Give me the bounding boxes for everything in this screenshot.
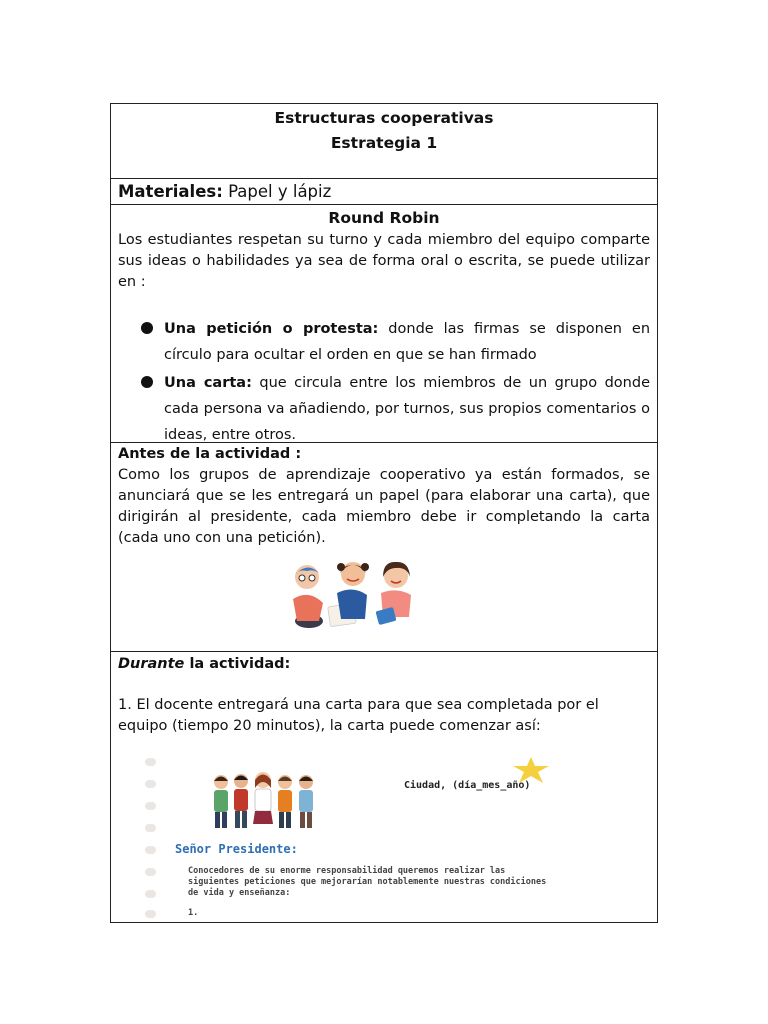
- during-heading-emphasis: Durante: [118, 656, 185, 672]
- round-robin-intro: Los estudiantes respetan su turno y cada miembro del equipo comparte sus ideas o habilidades ya sea de forma oral o escrita, se puede utilizar en :: [118, 232, 650, 290]
- round-robin-title: Round Robin: [328, 209, 440, 227]
- during-heading-rest: la actividad:: [184, 656, 291, 672]
- bullet-dot-icon: [141, 322, 153, 334]
- letter-first-item: 1.: [188, 908, 199, 918]
- round-robin-bullet-list: [141, 316, 650, 448]
- children-working-illustration: [279, 559, 423, 633]
- bullet-dot-icon: [141, 376, 153, 388]
- letter-body: Conocedores de su enorme responsabilidad queremos realizar las siguientes peticiones que mejorarían notablemente nuestras condiciones de vida y enseñanza:: [188, 866, 547, 898]
- document-title: Estructuras cooperativas: [274, 109, 494, 127]
- materials-value: Papel y lápiz: [222, 182, 332, 201]
- notebook-hole: [145, 890, 156, 898]
- bullet-term: Una carta:: [164, 375, 252, 391]
- notebook-hole: [145, 824, 156, 832]
- letter-template-image: [133, 748, 579, 918]
- before-activity-text: Como los grupos de aprendizaje cooperativo ya están formados, se anunciará que se les entregará un papel (para elaborar una carta), que dirigirán al presidente, cada miembro debe ir completando la carta (cada uno con una petición).: [118, 467, 650, 546]
- before-activity-heading: Antes de la actividad :: [118, 446, 302, 462]
- letter-salutation: Señor Presidente:: [175, 842, 298, 856]
- document-subtitle: Estrategia 1: [330, 134, 438, 152]
- bullet-text: donde las firmas se disponen en círculo para ocultar el orden en que se han firmado: [164, 321, 651, 363]
- during-activity-section: [111, 652, 657, 922]
- notebook-hole: [145, 802, 156, 810]
- students-group-illustration: [209, 772, 321, 832]
- notebook-hole: [145, 868, 156, 876]
- bullet-item-petition: [141, 316, 650, 368]
- round-robin-section: [111, 205, 657, 443]
- during-step-1: 1. El docente entregará una carta para que sea completada por el equipo (tiempo 20 minutos), la carta puede comenzar así:: [118, 697, 599, 734]
- strategy-document: [110, 103, 658, 923]
- letter-city-date: Ciudad, (día_mes_año): [404, 780, 531, 791]
- materials-label: Materiales:: [118, 182, 223, 201]
- notebook-hole: [145, 846, 156, 854]
- bullet-term: Una petición o protesta:: [164, 321, 379, 337]
- bullet-item-letter: [141, 370, 650, 448]
- notebook-hole: [145, 758, 156, 766]
- materials-section: [111, 179, 657, 205]
- notebook-hole: [145, 910, 156, 918]
- during-activity-heading: [111, 654, 657, 675]
- before-activity-section: [111, 443, 657, 652]
- notebook-hole: [145, 780, 156, 788]
- bullet-text: que circula entre los miembros de un grupo donde cada persona va añadiendo, por turnos, sus propios comentarios o ideas, entre otros.: [164, 375, 650, 443]
- header-section: [111, 104, 657, 179]
